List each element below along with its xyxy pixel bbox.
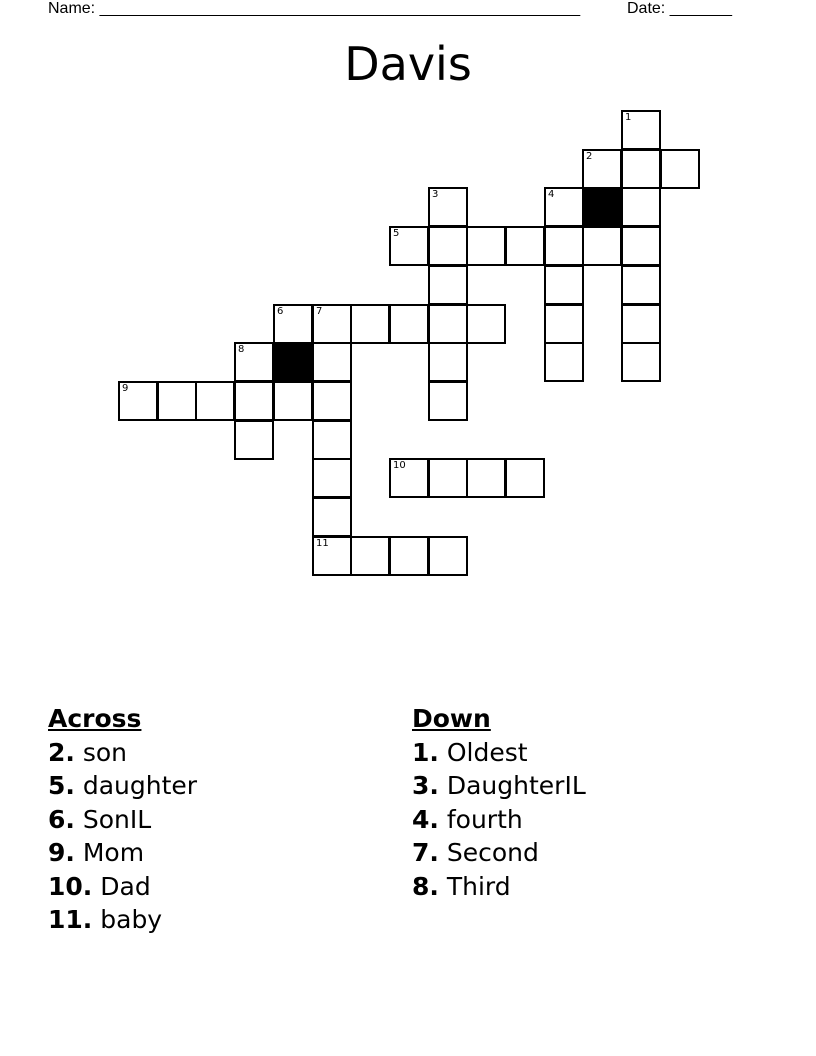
grid-cell[interactable] [312, 304, 352, 344]
down-clue [412, 769, 586, 803]
grid-cell[interactable] [350, 304, 390, 344]
grid-cell[interactable] [428, 536, 468, 576]
grid-block-cell [273, 342, 313, 382]
down-clue [412, 836, 586, 870]
clue-number: 9. [48, 838, 75, 867]
cell-number: 3 [432, 189, 439, 200]
grid-cell[interactable] [621, 187, 661, 227]
grid-cell[interactable] [505, 226, 545, 266]
grid-cell[interactable] [312, 536, 352, 576]
grid-cell[interactable] [234, 420, 274, 460]
clue-text: Mom [82, 838, 145, 867]
grid-cell[interactable] [118, 381, 158, 421]
grid-cell[interactable] [621, 342, 661, 382]
clue-text: daughter [82, 771, 198, 800]
down-clue-list [412, 736, 586, 904]
clue-text: SonIL [82, 804, 152, 834]
cell-number: 6 [277, 306, 284, 317]
grid-cell[interactable] [544, 265, 584, 305]
clue-number: 10. [48, 871, 93, 901]
grid-cell[interactable] [273, 304, 313, 344]
across-clue [48, 870, 197, 904]
across-heading: Across [48, 704, 142, 733]
grid-cell[interactable] [350, 536, 390, 576]
grid-cell[interactable] [466, 226, 506, 266]
cell-number: 4 [548, 189, 555, 200]
grid-cell[interactable] [389, 304, 429, 344]
grid-block-cell [582, 187, 622, 227]
grid-cell[interactable] [389, 226, 429, 266]
grid-cell[interactable] [428, 304, 468, 344]
grid-cell[interactable] [312, 342, 352, 382]
grid-cell[interactable] [582, 226, 622, 266]
grid-cell[interactable] [312, 458, 352, 498]
grid-cell[interactable] [544, 304, 584, 344]
clue-number: 1. [412, 737, 439, 767]
name-line: Name: ______________________________________________________ [48, 0, 581, 17]
cell-number: 1 [625, 112, 632, 123]
grid-cell[interactable] [428, 226, 468, 266]
grid-cell[interactable] [466, 458, 506, 498]
grid-cell[interactable] [312, 497, 352, 537]
clue-text: son [82, 737, 128, 767]
grid-cell[interactable] [428, 458, 468, 498]
grid-cell[interactable] [312, 381, 352, 421]
date-line: Date: _______ [627, 0, 732, 17]
across-clues [48, 702, 197, 937]
cell-number: 5 [393, 228, 400, 239]
cell-number: 10 [393, 460, 406, 471]
cell-number: 7 [316, 306, 323, 317]
grid-cell[interactable] [466, 304, 506, 344]
grid-cell[interactable] [428, 265, 468, 305]
cell-number: 8 [238, 344, 245, 355]
grid-cell[interactable] [312, 420, 352, 460]
across-clue [48, 836, 197, 870]
grid-cell[interactable] [234, 381, 274, 421]
cell-number: 9 [122, 383, 129, 394]
clue-text: DaughterIL [446, 771, 586, 800]
across-clue [48, 769, 197, 803]
clue-text: Dad [100, 871, 151, 901]
clue-number: 2. [48, 737, 75, 767]
across-clue [48, 803, 197, 837]
clue-number: 8. [412, 871, 439, 901]
grid-cell[interactable] [428, 342, 468, 382]
down-clue [412, 736, 586, 770]
clue-number: 6. [48, 804, 75, 834]
clue-text: baby [100, 905, 163, 934]
grid-cell[interactable] [273, 381, 313, 421]
clue-number: 4. [412, 804, 439, 834]
clue-text: Oldest [446, 737, 528, 767]
down-clues [412, 702, 586, 903]
clue-text: Second [446, 838, 539, 867]
grid-cell[interactable] [621, 149, 661, 189]
grid-cell[interactable] [544, 342, 584, 382]
clue-number: 5. [48, 771, 75, 800]
page-title: Davis [344, 37, 472, 91]
grid-cell[interactable] [234, 342, 274, 382]
grid-cell[interactable] [389, 458, 429, 498]
cell-number: 11 [316, 538, 329, 549]
grid-cell[interactable] [428, 187, 468, 227]
grid-cell[interactable] [621, 110, 661, 150]
grid-cell[interactable] [621, 226, 661, 266]
grid-cell[interactable] [428, 381, 468, 421]
down-clue [412, 803, 586, 837]
grid-cell[interactable] [195, 381, 235, 421]
grid-cell[interactable] [582, 149, 622, 189]
grid-cell[interactable] [660, 149, 700, 189]
clue-number: 7. [412, 838, 439, 867]
grid-cell[interactable] [505, 458, 545, 498]
across-clue [48, 736, 197, 770]
grid-cell[interactable] [389, 536, 429, 576]
grid-cell[interactable] [544, 187, 584, 227]
clue-number: 3. [412, 771, 439, 800]
grid-cell[interactable] [544, 226, 584, 266]
grid-cell[interactable] [621, 304, 661, 344]
clue-number: 11. [48, 905, 93, 934]
across-clue [48, 903, 197, 937]
clue-text: fourth [446, 804, 523, 834]
clue-text: Third [446, 871, 511, 901]
down-heading: Down [412, 704, 491, 733]
down-clue [412, 870, 586, 904]
grid-cell[interactable] [621, 265, 661, 305]
across-clue-list [48, 736, 197, 937]
grid-cell[interactable] [157, 381, 197, 421]
cell-number: 2 [586, 151, 593, 162]
